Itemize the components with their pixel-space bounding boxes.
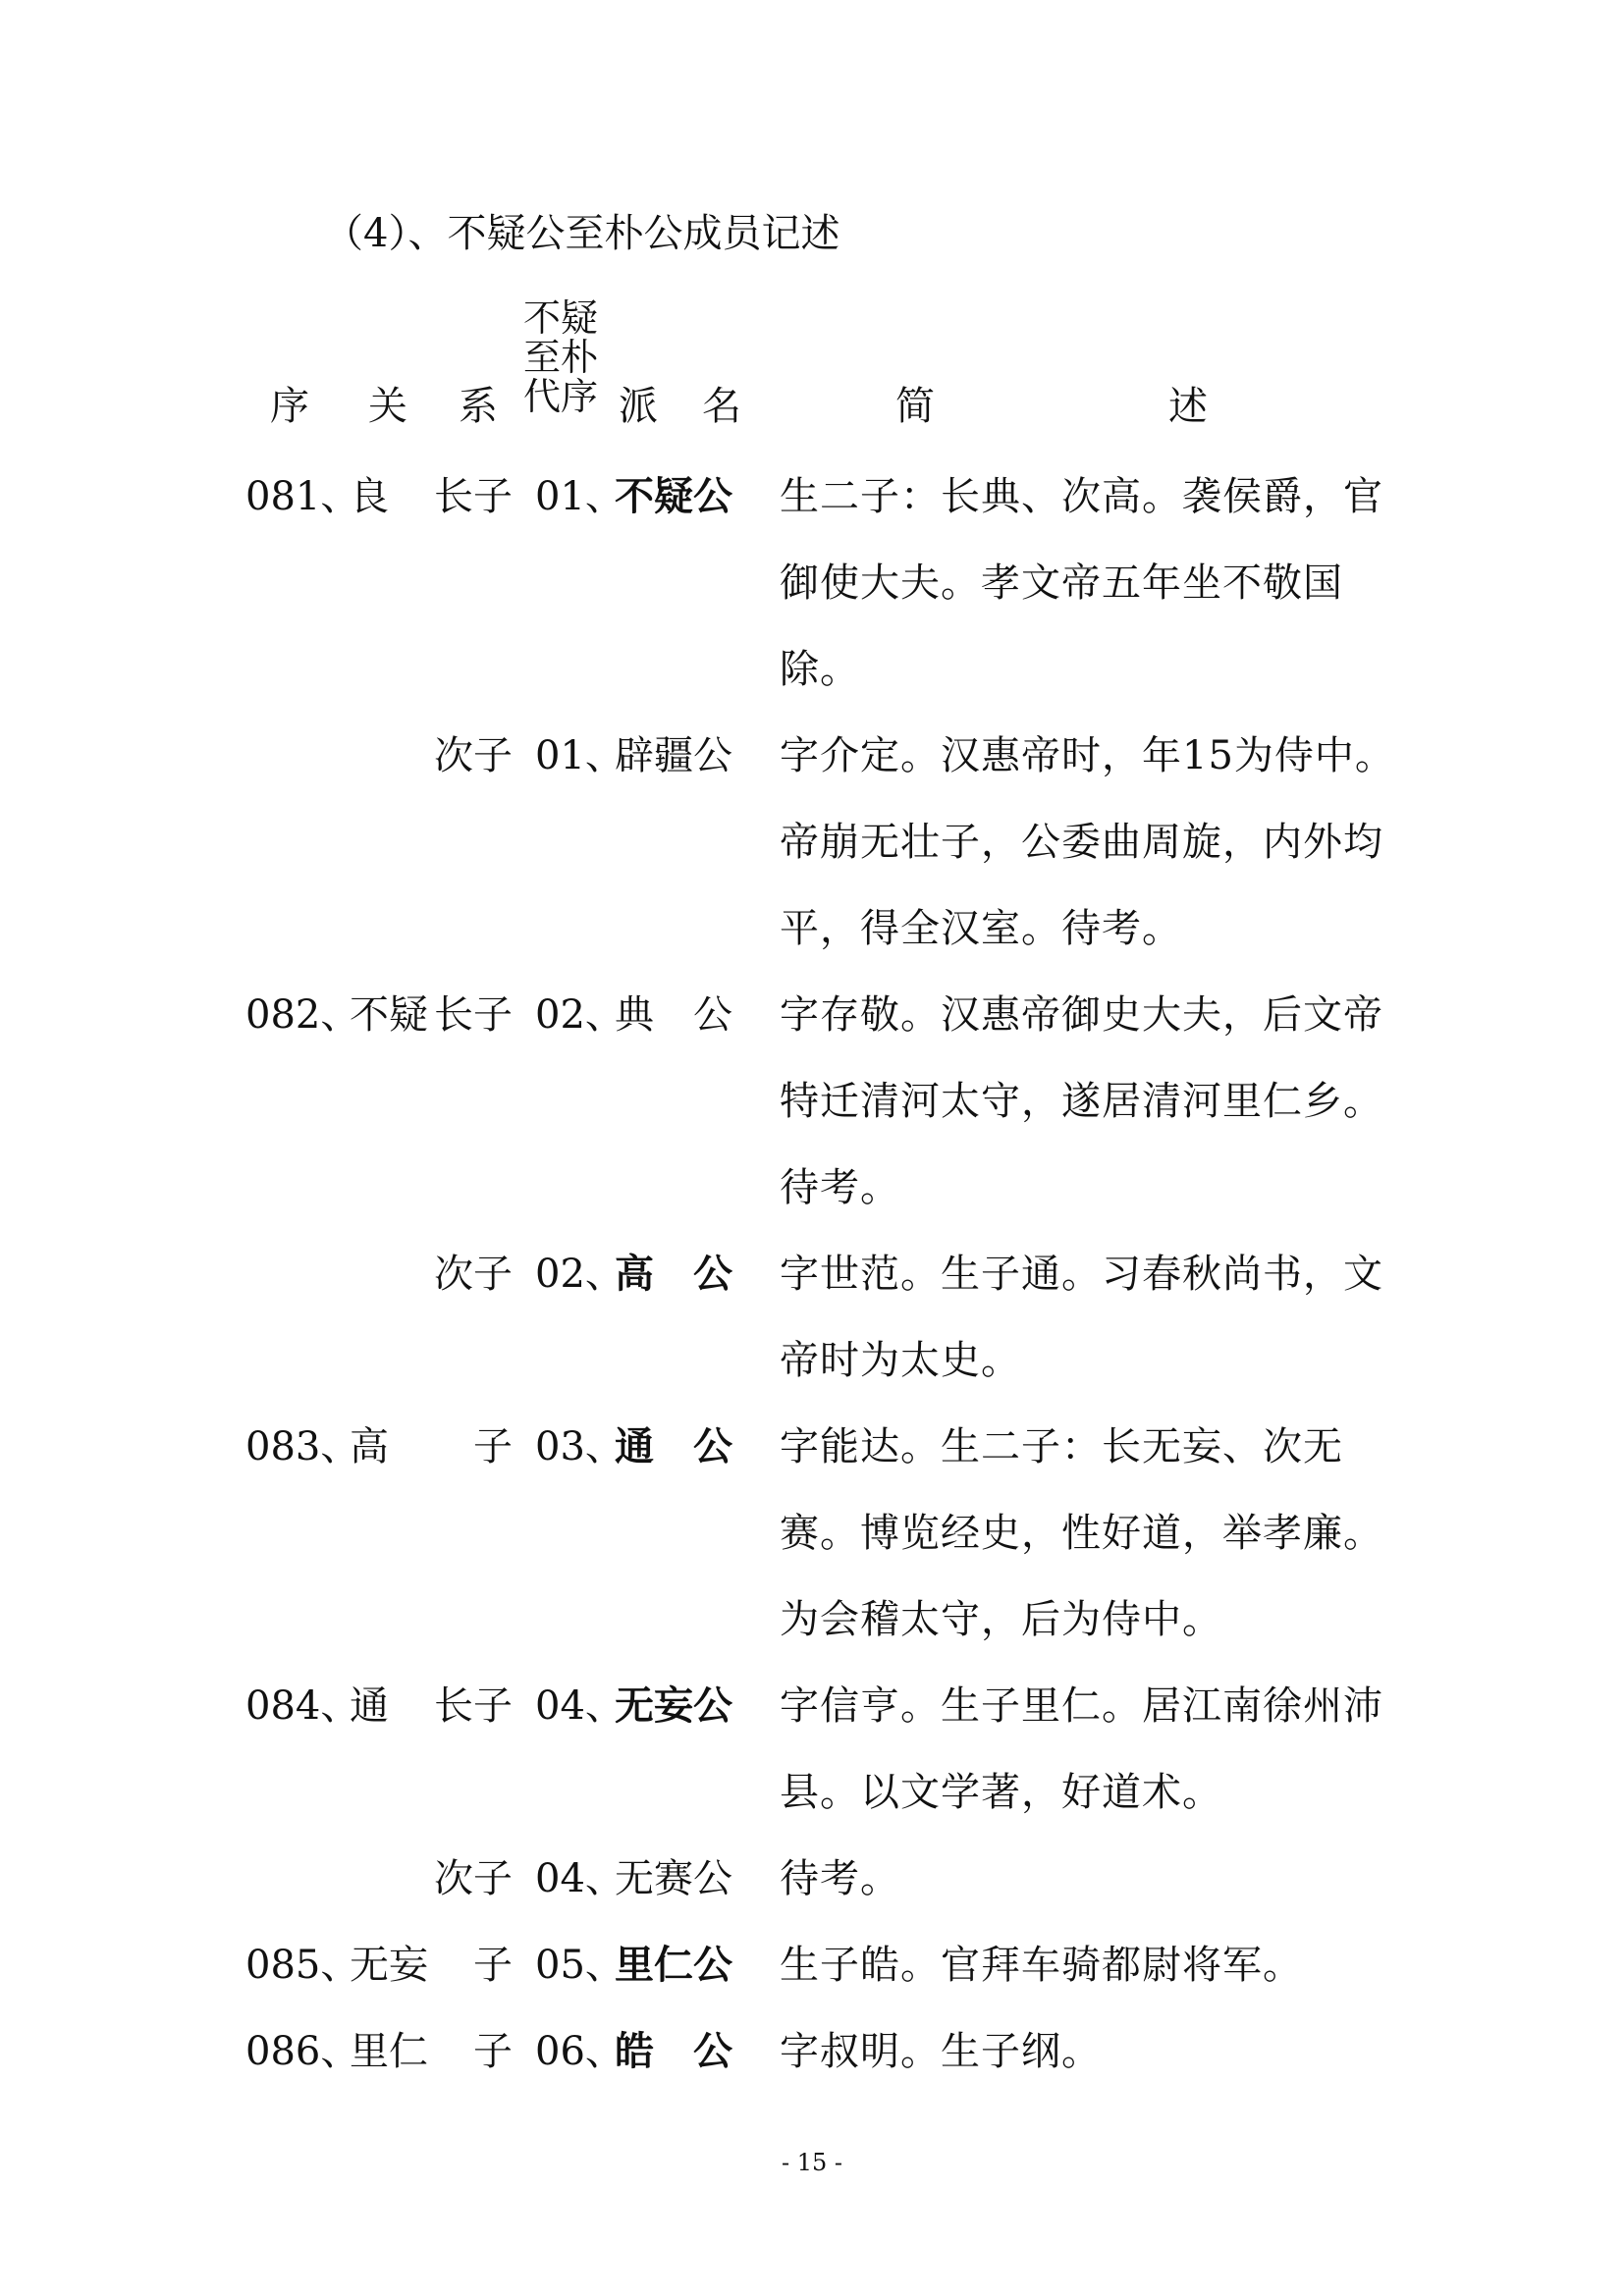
entry-relation: 次子 xyxy=(434,1856,513,1901)
entry-relation: 长子 xyxy=(434,1683,513,1729)
entry-generation: 01、 xyxy=(535,474,624,519)
entry-generation: 02、 xyxy=(535,992,624,1038)
header-generation-line-1: 不疑 xyxy=(522,296,598,340)
entry-relation: 次子 xyxy=(434,733,513,778)
entry-name: 高 公 xyxy=(615,1251,732,1297)
header-seq: 序 xyxy=(270,384,309,429)
entry-description: 生二子：长典、次高。袭侯爵，官御使大夫。孝文帝五年坐不敬国除。 xyxy=(780,474,1383,692)
entry-father: 通 xyxy=(350,1683,389,1729)
entry-description: 字介定。汉惠帝时，年15为侍中。帝崩无壮子，公委曲周旋，内外均平，得全汉室。待考。 xyxy=(780,733,1395,951)
page-number: - 15 - xyxy=(781,2149,842,2176)
entry-name: 辟疆公 xyxy=(615,733,732,778)
header-relation-1: 关 xyxy=(368,384,407,429)
header-relation-2: 系 xyxy=(459,384,498,429)
entry-seq: 083、 xyxy=(245,1424,360,1469)
entry-name: 典 公 xyxy=(615,992,732,1038)
entry-relation: 子 xyxy=(473,1943,513,1988)
header-generation xyxy=(518,298,603,416)
entry-relation: 长子 xyxy=(434,474,513,519)
entry-name: 皓 公 xyxy=(615,2028,732,2074)
header-shu: 述 xyxy=(1168,384,1208,429)
entry-name: 里仁公 xyxy=(615,1942,732,1988)
header-jian: 简 xyxy=(895,384,935,429)
entry-description: 字叔明。生子纲。 xyxy=(780,2029,1102,2074)
entry-generation: 04、 xyxy=(535,1856,624,1901)
entry-name: 不疑公 xyxy=(615,473,732,519)
entry-relation: 长子 xyxy=(434,992,513,1038)
entry-name: 无妄公 xyxy=(615,1682,732,1729)
entry-generation: 04、 xyxy=(535,1683,624,1729)
entry-father: 里仁 xyxy=(350,2029,428,2074)
entry-description: 字世范。生子通。习春秋尚书，文帝时为太史。 xyxy=(780,1252,1383,1383)
entry-description: 生子皓。官拜车骑都尉将军。 xyxy=(780,1943,1303,1988)
entry-description: 字能达。生二子：长无妄、次无赛。博览经史，性好道，举孝廉。为会稽太守，后为侍中。 xyxy=(780,1424,1383,1642)
entry-seq: 084、 xyxy=(245,1683,360,1729)
entry-description: 字存敬。汉惠帝御史大夫，后文帝特迁清河太守，遂居清河里仁乡。待考。 xyxy=(780,992,1383,1210)
entry-seq: 082、 xyxy=(245,992,360,1038)
entry-relation: 子 xyxy=(473,1424,513,1469)
entry-seq: 085、 xyxy=(245,1943,360,1988)
entry-description: 字信亨。生子里仁。居江南徐州沛县。以文学著，好道术。 xyxy=(780,1683,1383,1815)
entry-relation: 次子 xyxy=(434,1252,513,1297)
entry-seq: 086、 xyxy=(245,2029,360,2074)
entry-father: 无妄 xyxy=(350,1943,428,1988)
entry-father: 良 xyxy=(350,474,389,519)
entry-generation: 02、 xyxy=(535,1252,624,1297)
entry-father: 不疑 xyxy=(350,992,428,1038)
entry-father: 高 xyxy=(350,1424,389,1469)
header-generation-line-2: 至朴 xyxy=(522,336,598,379)
entry-description: 待考。 xyxy=(780,1856,900,1901)
section-title: （4）、不疑公至朴公成员记述 xyxy=(324,211,840,256)
entry-generation: 05、 xyxy=(535,1943,624,1988)
entry-seq: 081、 xyxy=(245,474,360,519)
header-pai: 派 xyxy=(619,384,658,429)
entry-generation: 03、 xyxy=(535,1424,624,1469)
header-generation-line-3: 代序 xyxy=(522,375,598,418)
entry-name: 无赛公 xyxy=(615,1856,732,1901)
entry-relation: 子 xyxy=(473,2029,513,2074)
header-name: 名 xyxy=(702,384,741,429)
entry-generation: 06、 xyxy=(535,2029,624,2074)
entry-generation: 01、 xyxy=(535,733,624,778)
entry-name: 通 公 xyxy=(615,1423,732,1469)
